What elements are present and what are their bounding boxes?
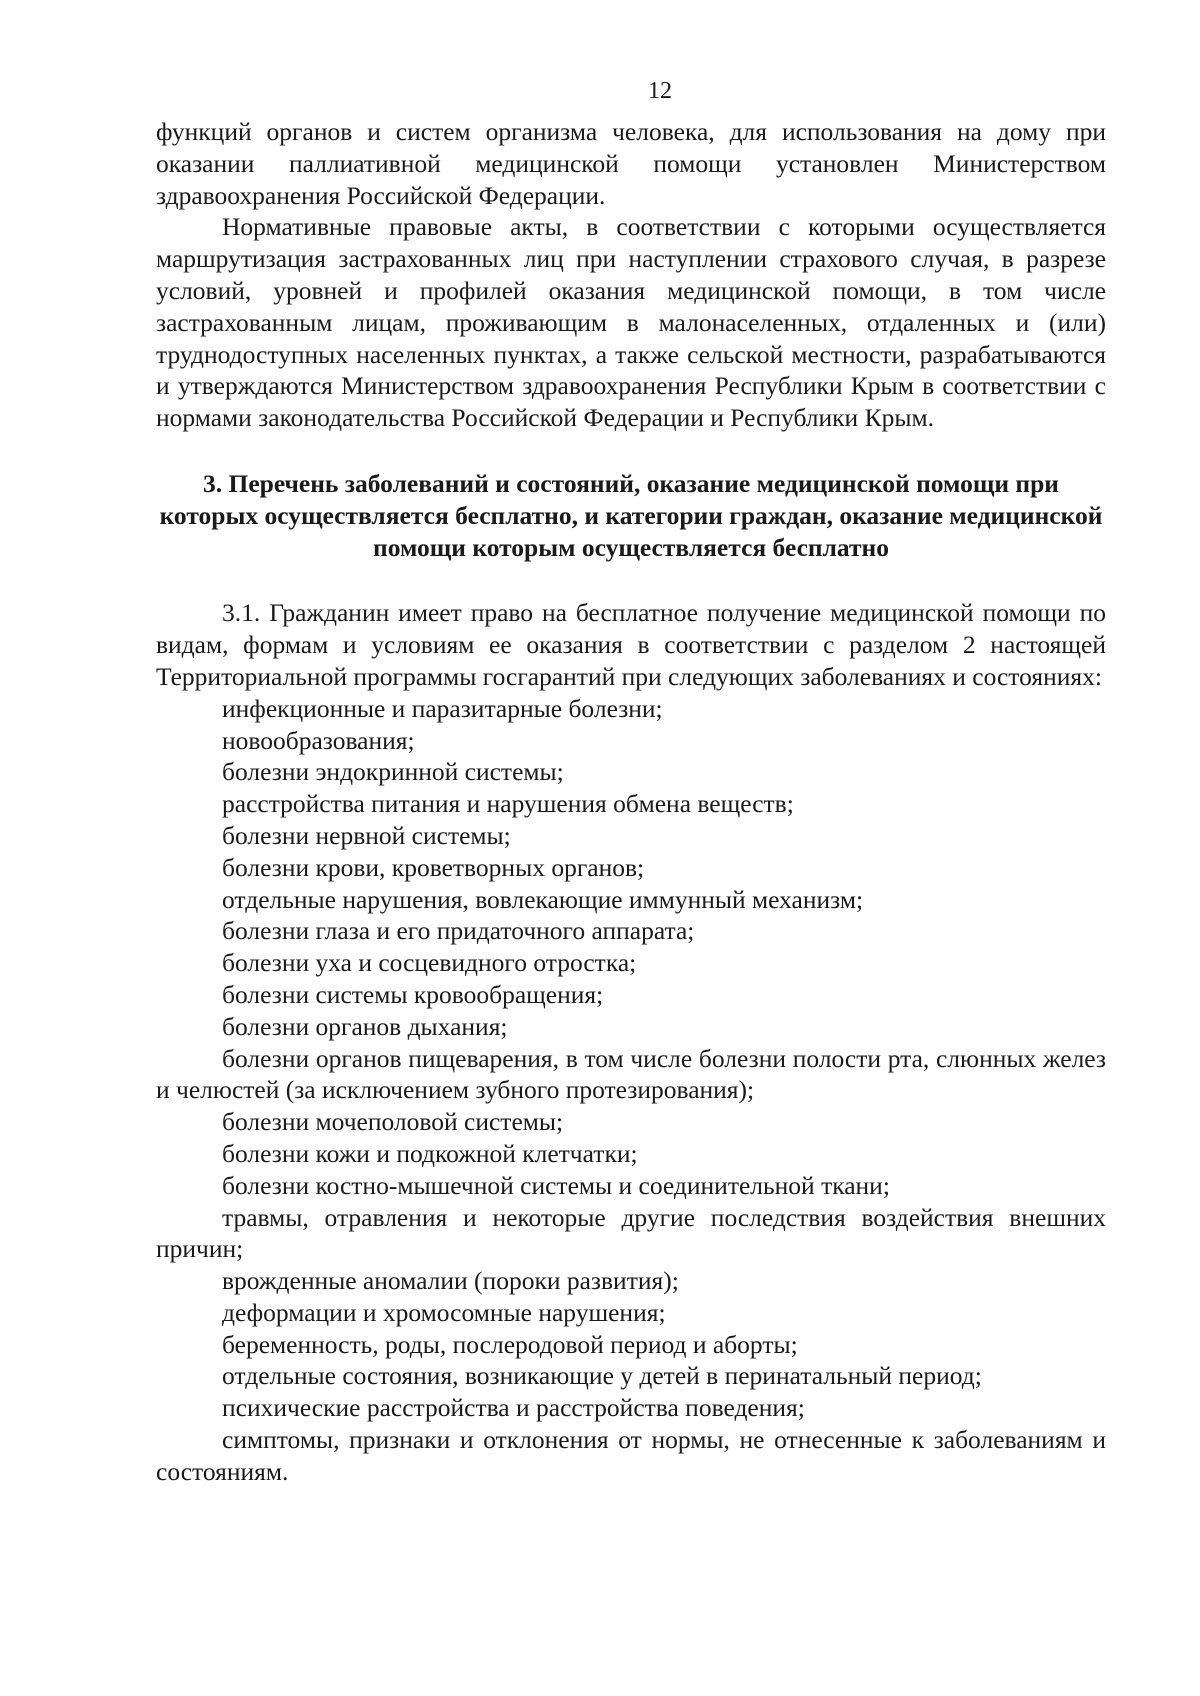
list-item: болезни эндокринной системы; — [222, 757, 564, 787]
disease-list — [156, 693, 1106, 1488]
list-item: отдельные состояния, возникающие у детей в перинатальный период; — [222, 1361, 982, 1391]
list-item: инфекционные и паразитарные болезни; — [222, 693, 663, 723]
list-item: болезни органов дыхания; — [222, 1011, 508, 1041]
list-item: болезни системы кровообращения; — [222, 979, 604, 1009]
list-item: новообразования; — [222, 725, 415, 755]
list-item: болезни костно-мышечной системы и соединительной ткани; — [222, 1170, 890, 1200]
document-body — [156, 116, 1106, 1488]
list-item: врожденные аномалии (пороки развития); — [222, 1266, 679, 1296]
list-item: беременность, роды, послеродовой период и аборты; — [222, 1329, 798, 1359]
section-intro-paragraph: 3.1. Гражданин имеет право на бесплатное получение медицинской помощи по видам, формам и условиям ее оказания в соответствии с разделом 2 настоящей Территориальной программы госгарантий при следующих заболеваниях и состояниях: — [156, 598, 1106, 691]
list-item: болезни кожи и подкожной клетчатки; — [222, 1138, 638, 1168]
page-number: 12 — [648, 78, 672, 104]
list-item: болезни органов пищеварения, в том числе болезни полости рта, слюнных желез и челюстей (за исключением зубного протезирования); — [156, 1043, 1106, 1105]
list-item: болезни глаза и его придаточного аппарата; — [222, 916, 695, 946]
list-item: отдельные нарушения, вовлекающие иммунный механизм; — [222, 884, 864, 914]
list-item: болезни уха и сосцевидного отростка; — [222, 948, 637, 978]
list-item: болезни крови, кроветворных органов; — [222, 852, 645, 882]
list-item: расстройства питания и нарушения обмена веществ; — [222, 789, 794, 819]
paragraph-continuation: функций органов и систем организма человека, для использования на дому при оказании паллиативной медицинской помощи установлен Министерством здравоохранения Российской Федерации. — [156, 117, 1106, 210]
section-heading: 3. Перечень заболеваний и состояний, оказание медицинской помощи при которых осуществляется бесплатно, и категории граждан, оказание медицинской помощи которым осуществляется бесплатно — [159, 468, 1103, 562]
paragraph-routing-acts: Нормативные правовые акты, в соответствии с которыми осуществляется маршрутизация застрахованных лиц при наступлении страхового случая, в разрезе условий, уровней и профилей оказания медицинской помощи, в том числе застрахованным лицам, проживающим в малонаселенных, отдаленных и (или) труднодоступных населенных пунктах, а также сельской местности, разрабатываются и утверждаются Министерством здравоохранения Республики Крым в соответствии с нормами законодательства Российской Федерации и Республики Крым. — [156, 212, 1106, 433]
list-item: психические расстройства и расстройства поведения; — [222, 1393, 805, 1423]
list-item: деформации и хромосомные нарушения; — [222, 1297, 666, 1327]
list-item: болезни нервной системы; — [222, 820, 511, 850]
list-item: травмы, отравления и некоторые другие последствия воздействия внешних причин; — [156, 1202, 1106, 1264]
list-item: симптомы, признаки и отклонения от нормы, не отнесенные к заболеваниям и состояниям. — [156, 1425, 1106, 1486]
list-item: болезни мочеполовой системы; — [222, 1107, 564, 1137]
